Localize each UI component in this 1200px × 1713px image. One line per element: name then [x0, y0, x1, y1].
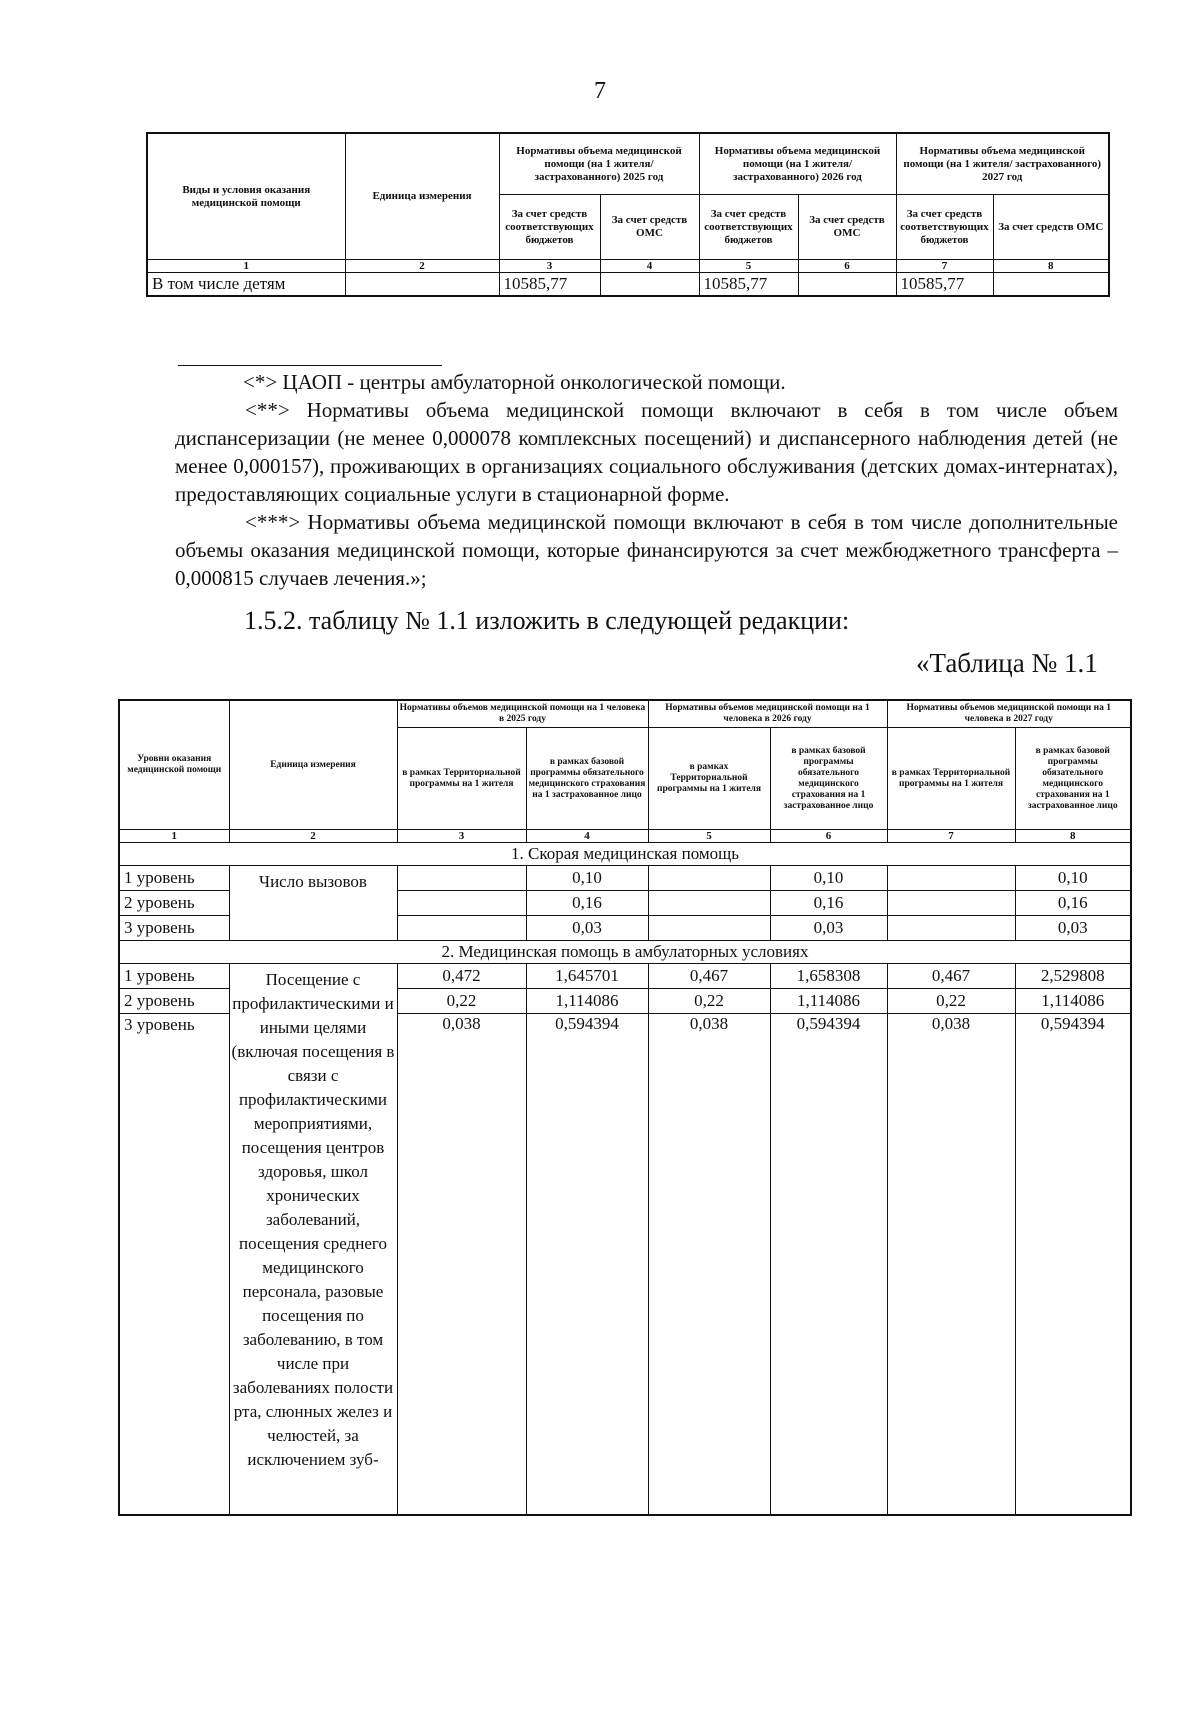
- value-cell: 2,529808: [1015, 964, 1131, 989]
- value-cell: [397, 916, 526, 941]
- row-level: 3 уровень: [119, 1014, 229, 1516]
- footnote-3: <***> Нормативы объема медицинской помощи включают в себя в том числе дополнительные объемы оказания медицинской помощи, которые финансируются за счет межбюджетного трансферта – 0,000815 случаев лечения.»;: [175, 510, 1118, 590]
- value-cell: 0,03: [1015, 916, 1131, 941]
- value-cell: 0,16: [526, 891, 648, 916]
- header-unit: Единица измерения: [345, 133, 499, 260]
- value-cell: 0,038: [648, 1014, 770, 1516]
- header-oms-2027: За счет средств ОМС: [993, 195, 1109, 260]
- footnote-1: <*> ЦАОП - центры амбулаторной онкологической помощи.: [243, 370, 786, 394]
- header-oms-2025: За счет средств ОМС: [600, 195, 699, 260]
- table-row: [119, 866, 1131, 891]
- header-group-2027: Нормативы объемов медицинской помощи на 1 человека в 2027 году: [887, 700, 1131, 728]
- col-number: 5: [699, 260, 798, 273]
- header-territorial-2025: в рамках Территориальной программы на 1 жителя: [397, 728, 526, 830]
- value-cell: 10585,77: [896, 273, 993, 297]
- value-cell: [397, 891, 526, 916]
- value-cell: 0,594394: [526, 1014, 648, 1516]
- col-number: 4: [600, 260, 699, 273]
- col-number: 2: [345, 260, 499, 273]
- col-number: 8: [993, 260, 1109, 273]
- table-caption: «Таблица № 1.1: [916, 648, 1098, 678]
- value-cell: 1,114086: [1015, 989, 1131, 1014]
- value-cell: 0,467: [887, 964, 1015, 989]
- value-cell: [887, 866, 1015, 891]
- header-oms-2026: За счет средств ОМС: [798, 195, 896, 260]
- value-cell: 10585,77: [499, 273, 600, 297]
- value-cell: 1,114086: [770, 989, 887, 1014]
- col-number: 7: [887, 830, 1015, 843]
- col-number: 6: [770, 830, 887, 843]
- col-number: 6: [798, 260, 896, 273]
- value-cell: [993, 273, 1109, 297]
- value-cell: 1,645701: [526, 964, 648, 989]
- header-territorial-2026: в рамках Территориальной программы на 1 жителя: [648, 728, 770, 830]
- header-kind: Виды и условия оказания медицинской помощи: [147, 133, 345, 260]
- value-cell: 1,114086: [526, 989, 648, 1014]
- section-title-outpatient: 2. Медицинская помощь в амбулаторных условиях: [119, 941, 1131, 964]
- value-cell: 10585,77: [699, 273, 798, 297]
- value-cell: 0,10: [770, 866, 887, 891]
- header-base-2027: в рамках базовой программы обязательного медицинского страхования на 1 застрахованное лицо: [1015, 728, 1131, 830]
- value-cell: 0,16: [770, 891, 887, 916]
- value-cell: 0,472: [397, 964, 526, 989]
- value-cell: 0,03: [526, 916, 648, 941]
- value-cell: 0,10: [526, 866, 648, 891]
- row-level: 3 уровень: [119, 916, 229, 941]
- value-cell: 0,22: [648, 989, 770, 1014]
- value-cell: 0,594394: [1015, 1014, 1131, 1516]
- col-number: 8: [1015, 830, 1131, 843]
- header-levels: Уровни оказания медицинской помощи: [119, 700, 229, 830]
- header-base-2025: в рамках базовой программы обязательного медицинского страхования на 1 застрахованное лицо: [526, 728, 648, 830]
- value-cell: [600, 273, 699, 297]
- value-cell: 0,467: [648, 964, 770, 989]
- table-row: [147, 273, 1109, 297]
- col-number: 5: [648, 830, 770, 843]
- header-group-2027: Нормативы объема медицинской помощи (на 1 жителя/ застрахованного) 2027 год: [896, 133, 1109, 195]
- table-row: [119, 964, 1131, 989]
- header-group-2026: Нормативы объемов медицинской помощи на 1 человека в 2026 году: [648, 700, 887, 728]
- value-cell: [397, 866, 526, 891]
- row-level: 1 уровень: [119, 866, 229, 891]
- value-cell: 0,10: [1015, 866, 1131, 891]
- norms-table-continuation: [146, 132, 1110, 297]
- value-cell: [648, 866, 770, 891]
- header-group-2026: Нормативы объема медицинской помощи (на 1 жителя/ застрахованного) 2026 год: [699, 133, 896, 195]
- header-unit: Единица измерения: [229, 700, 397, 830]
- value-cell: [648, 891, 770, 916]
- col-number: 4: [526, 830, 648, 843]
- header-territorial-2027: в рамках Территориальной программы на 1 жителя: [887, 728, 1015, 830]
- row-unit: [345, 273, 499, 297]
- row-level: 2 уровень: [119, 989, 229, 1014]
- section-title-emergency: 1. Скорая медицинская помощь: [119, 843, 1131, 866]
- col-number: 3: [397, 830, 526, 843]
- header-group-2025: Нормативы объема медицинской помощи (на 1 жителя/ застрахованного) 2025 год: [499, 133, 699, 195]
- header-budget-2026: За счет средств соответствующих бюджетов: [699, 195, 798, 260]
- row-kind: В том числе детям: [147, 273, 345, 297]
- unit-visits: Посещение с профилактическими и иными целями (включая посещения в связи с профилактическими мероприятиями, посещения центров здоровья, школ хронических заболеваний, посещения среднего медицинского персонала, разовые посещения по заболеванию, в том числе при заболеваниях полости рта, слюнных желез и челюстей, за исключением зуб-: [229, 964, 397, 1516]
- row-level: 1 уровень: [119, 964, 229, 989]
- col-number: 1: [119, 830, 229, 843]
- value-cell: 0,22: [887, 989, 1015, 1014]
- paragraph-1-5-2: 1.5.2. таблицу № 1.1 изложить в следующей редакции:: [244, 606, 850, 635]
- footnote-2: <**> Нормативы объема медицинской помощи включают в себя в том числе объем диспансеризации (не менее 0,000078 комплексных посещений) и диспансерного наблюдения детей (не менее 0,000157), проживающих в организациях социального обслуживания (детских домах-интернатах), предоставляющих социальные услуги в стационарной форме.: [175, 398, 1118, 506]
- page-number: 7: [594, 78, 606, 104]
- value-cell: [798, 273, 896, 297]
- value-cell: 0,038: [397, 1014, 526, 1516]
- row-level: 2 уровень: [119, 891, 229, 916]
- value-cell: 1,658308: [770, 964, 887, 989]
- value-cell: 0,594394: [770, 1014, 887, 1516]
- value-cell: 0,16: [1015, 891, 1131, 916]
- value-cell: [648, 916, 770, 941]
- footnote-separator: [178, 365, 442, 366]
- norms-table-1-1: [118, 699, 1132, 1516]
- header-budget-2025: За счет средств соответствующих бюджетов: [499, 195, 600, 260]
- header-base-2026: в рамках базовой программы обязательного медицинского страхования на 1 застрахованное лицо: [770, 728, 887, 830]
- header-budget-2027: За счет средств соответствующих бюджетов: [896, 195, 993, 260]
- value-cell: 0,038: [887, 1014, 1015, 1516]
- col-number: 2: [229, 830, 397, 843]
- col-number: 3: [499, 260, 600, 273]
- value-cell: [887, 916, 1015, 941]
- value-cell: [887, 891, 1015, 916]
- unit-calls: Число вызовов: [229, 866, 397, 941]
- col-number: 1: [147, 260, 345, 273]
- header-group-2025: Нормативы объемов медицинской помощи на 1 человека в 2025 году: [397, 700, 648, 728]
- value-cell: 0,22: [397, 989, 526, 1014]
- value-cell: 0,03: [770, 916, 887, 941]
- col-number: 7: [896, 260, 993, 273]
- footnotes: [175, 368, 1118, 592]
